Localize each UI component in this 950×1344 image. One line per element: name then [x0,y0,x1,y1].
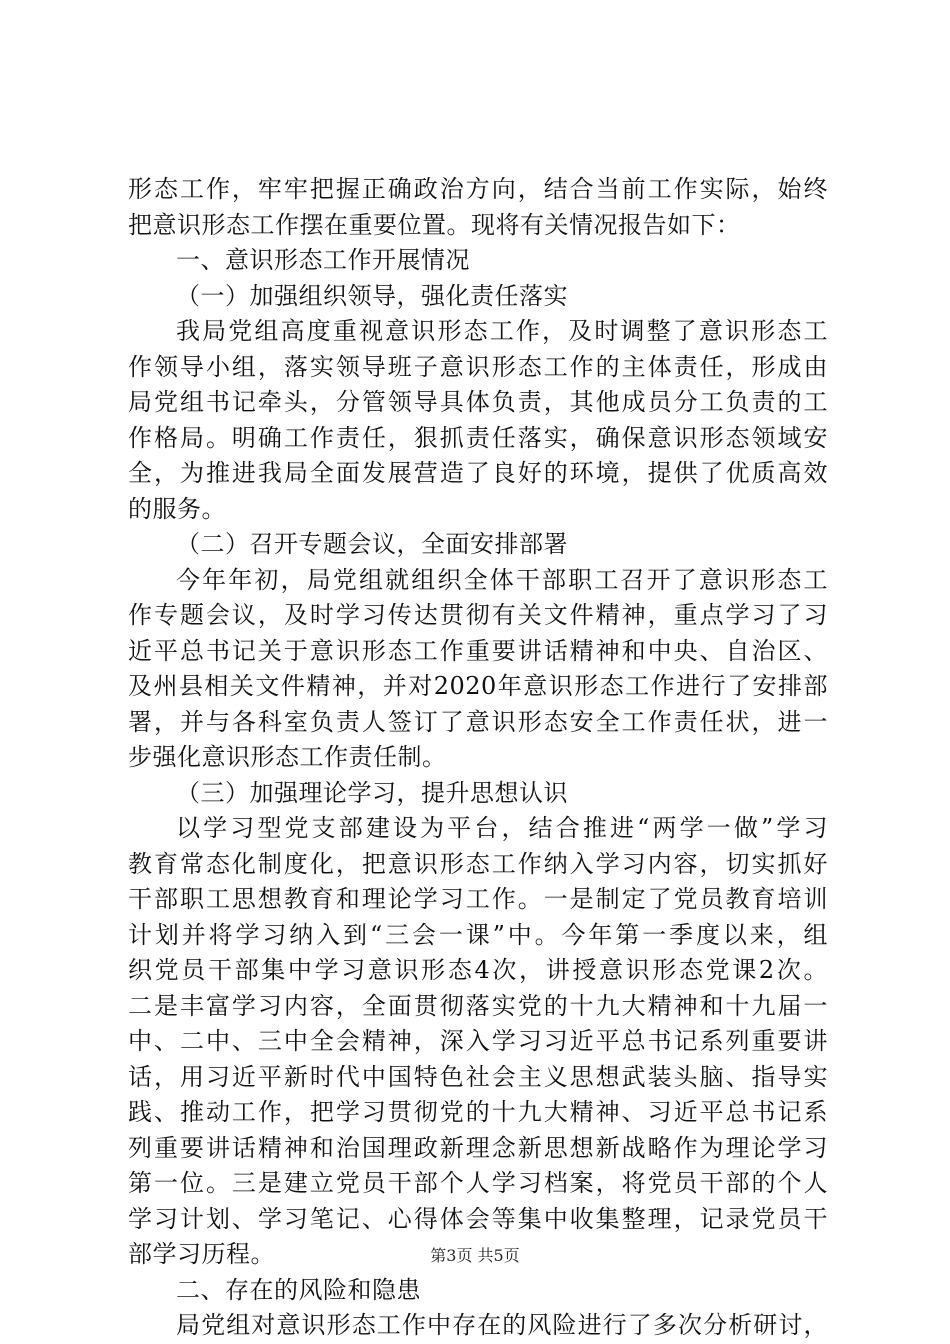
text-line: 署，并与各科室负责人签订了意识形态安全工作责任状，进一 [128,707,828,736]
text-line: 把意识形态工作摆在重要位置。现将有关情况报告如下： [128,210,741,239]
text-line: （一）加强组织领导，强化责任落实 [176,281,568,310]
page-number-footer: 第3页 共5页 [430,1246,520,1265]
text-line: 部学习历程。 [128,1240,275,1268]
text-line: 近平总书记关于意识形态工作重要讲话精神和中央、自治区、 [128,636,828,665]
text-line: 作专题会议，及时学习传达贯彻有关文件精神，重点学习了习 [128,601,828,629]
text-line: 全，为推进我局全面发展营造了良好的环境，提供了优质高效 [128,459,828,487]
text-line: 作格局。明确工作责任，狠抓责任落实，确保意识形态领域安 [128,423,828,452]
text-line: 步强化意识形态工作责任制。 [128,743,447,771]
text-line: 二、存在的风险和隐患 [176,1275,421,1304]
text-line: 第一位。三是建立党员干部个人学习档案，将党员干部的个人 [128,1169,828,1197]
document-body [128,172,828,1344]
text-line: 二是丰富学习内容，全面贯彻落实党的十九大精神和十九届一 [128,991,828,1020]
text-line: 的服务。 [128,494,226,523]
text-line: 干部职工思想教育和理论学习工作。一是制定了党员教育培训 [128,885,828,913]
text-line: 我局党组高度重视意识形态工作，及时调整了意识形态工 [176,317,828,345]
text-line: （二）召开专题会议，全面安排部署 [176,530,568,558]
text-line: 计划并将学习纳入到“三会一课”中。今年第一季度以来，组 [128,920,828,949]
text-line: 一、意识形态工作开展情况 [176,246,470,274]
text-line: 及州县相关文件精神，并对2020年意识形态工作进行了安排部 [128,672,828,700]
text-line: 以学习型党支部建设为平台，结合推进“两学一做”学习 [176,814,828,842]
text-line: 践、推动工作，把学习贯彻党的十九大精神、习近平总书记系 [128,1098,828,1126]
text-line: 列重要讲话精神和治国理政新理念新思想新战略作为理论学习 [128,1133,828,1162]
text-line: 中、二中、三中全会精神，深入学习习近平总书记系列重要讲 [128,1027,828,1055]
text-line: 形态工作，牢牢把握正确政治方向，结合当前工作实际，始终 [128,175,828,203]
text-line: 织党员干部集中学习意识形态4次，讲授意识形态党课2次。 [128,956,828,984]
text-line: 教育常态化制度化，把意识形态工作纳入学习内容，切实抓好 [128,849,828,878]
text-line: 今年年初，局党组就组织全体干部职工召开了意识形态工 [176,565,828,594]
text-line: 局党组书记牵头，分管领导具体负责，其他成员分工负责的工 [128,388,828,416]
text-line: （三）加强理论学习，提升思想认识 [176,778,568,807]
text-line: 话，用习近平新时代中国特色社会主义思想武装头脑、指导实 [128,1062,828,1091]
text-line: 学习计划、学习笔记、心得体会等集中收集整理，记录党员干 [128,1204,828,1233]
text-line: 作领导小组，落实领导班子意识形态工作的主体责任，形成由 [128,352,828,381]
text-line: 局党组对意识形态工作中存在的风险进行了多次分析研讨， [176,1311,828,1339]
